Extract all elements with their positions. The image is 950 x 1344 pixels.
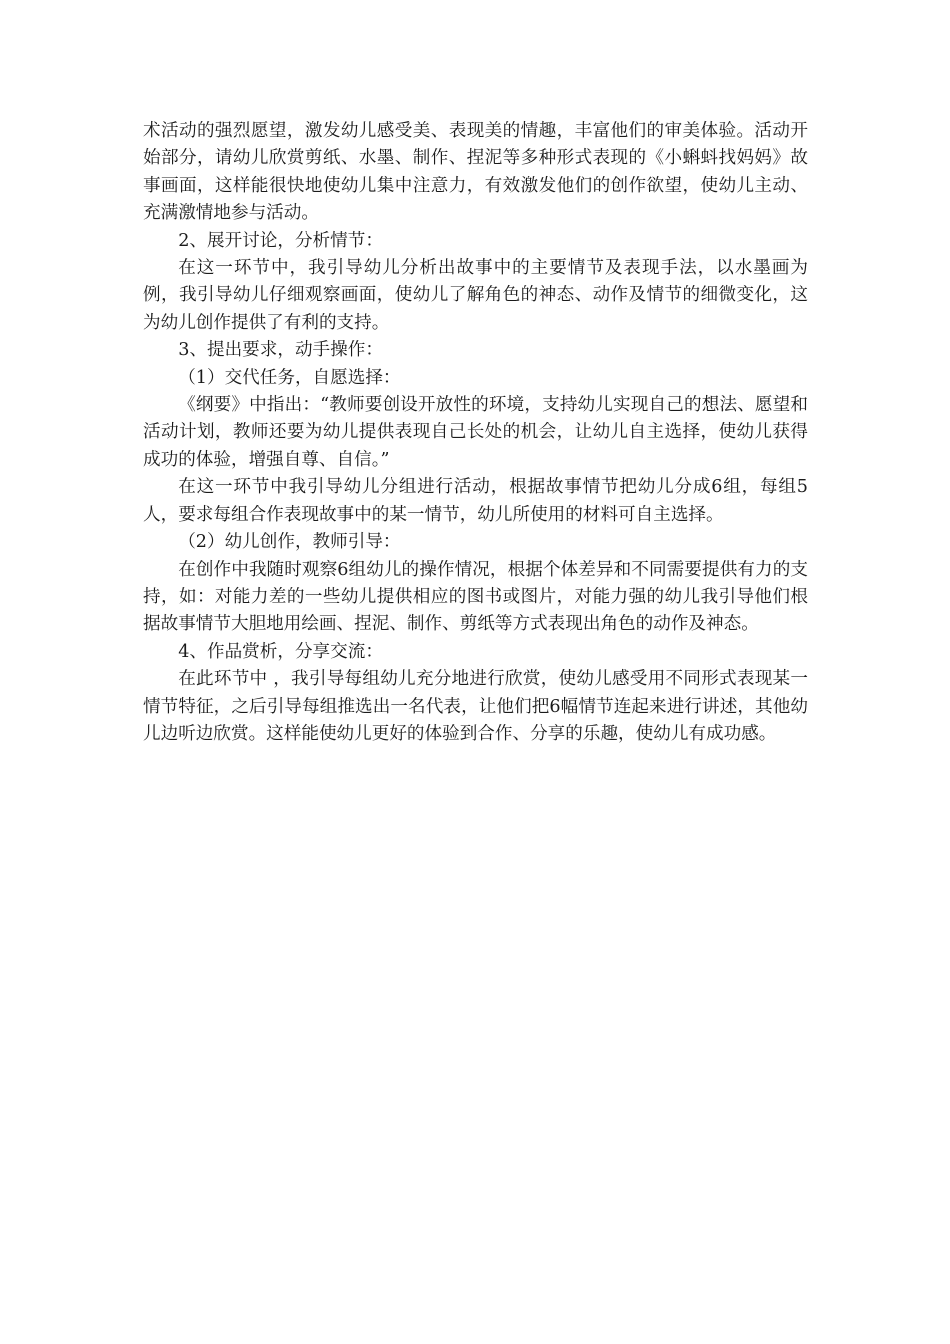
paragraph-creation: 在创作中我随时观察6组幼儿的操作情况，根据个体差异和不同需要提供有力的支持，如：对能力差的一些幼儿提供相应的图书或图片，对能力强的幼儿我引导他们根据故事情节大胆地用绘画、捏泥、制作、剪纸等方式表现出角色的动作及神态。 — [143, 559, 808, 635]
heading-requirements: 3、提出要求，动手操作： — [178, 340, 383, 361]
paragraph-appreciation: 在此环节中 ，我引导每组幼儿充分地进行欣赏，使幼儿感受用不同形式表现某一情节特征，之后引导每组推选出一名代表，让他们把6幅情节连起来进行讲述，其他幼儿边听边欣赏。这样能使幼儿更好的体验到合作、分享的乐趣，使幼儿有成功感。 — [143, 669, 808, 744]
subheading-task-assignment: （1）交代任务，自愿选择： — [178, 367, 401, 388]
heading-discussion: 2、展开讨论，分析情节： — [178, 230, 383, 251]
subheading-creation: （2）幼儿创作，教师引导： — [178, 532, 401, 553]
paragraph-intro-continuation: 术活动的强烈愿望，激发幼儿感受美、表现美的情趣，丰富他们的审美体验。活动开始部分，请幼儿欣赏剪纸、水墨、制作、捏泥等多种形式表现的《小蝌蚪找妈妈》故事画面，这样能很快地使幼儿集中注意力，有效激发他们的创作欲望，使幼儿主动、充满激情地参与活动。 — [143, 121, 808, 224]
paragraph-grouping: 在这一环节中我引导幼儿分组进行活动，根据故事情节把幼儿分成6组，每组5人，要求每组合作表现故事中的某一情节，幼儿所使用的材料可自主选择。 — [143, 477, 808, 525]
heading-appreciation: 4、作品赏析，分享交流： — [178, 641, 383, 662]
paragraph-discussion: 在这一环节中，我引导幼儿分析出故事中的主要情节及表现手法，以水墨画为例，我引导幼儿仔细观察画面，使幼儿了解角色的神态、动作及情节的细微变化，这为幼儿创作提供了有利的支持。 — [143, 258, 808, 333]
document-body — [143, 118, 808, 748]
paragraph-guideline-quote: 《纲要》中指出：“教师要创设开放性的环境，支持幼儿实现自己的想法、愿望和活动计划，教师还要为幼儿提供表现自己长处的机会，让幼儿自主选择，使幼儿获得成功的体验，增强自尊、自信。” — [143, 395, 808, 470]
